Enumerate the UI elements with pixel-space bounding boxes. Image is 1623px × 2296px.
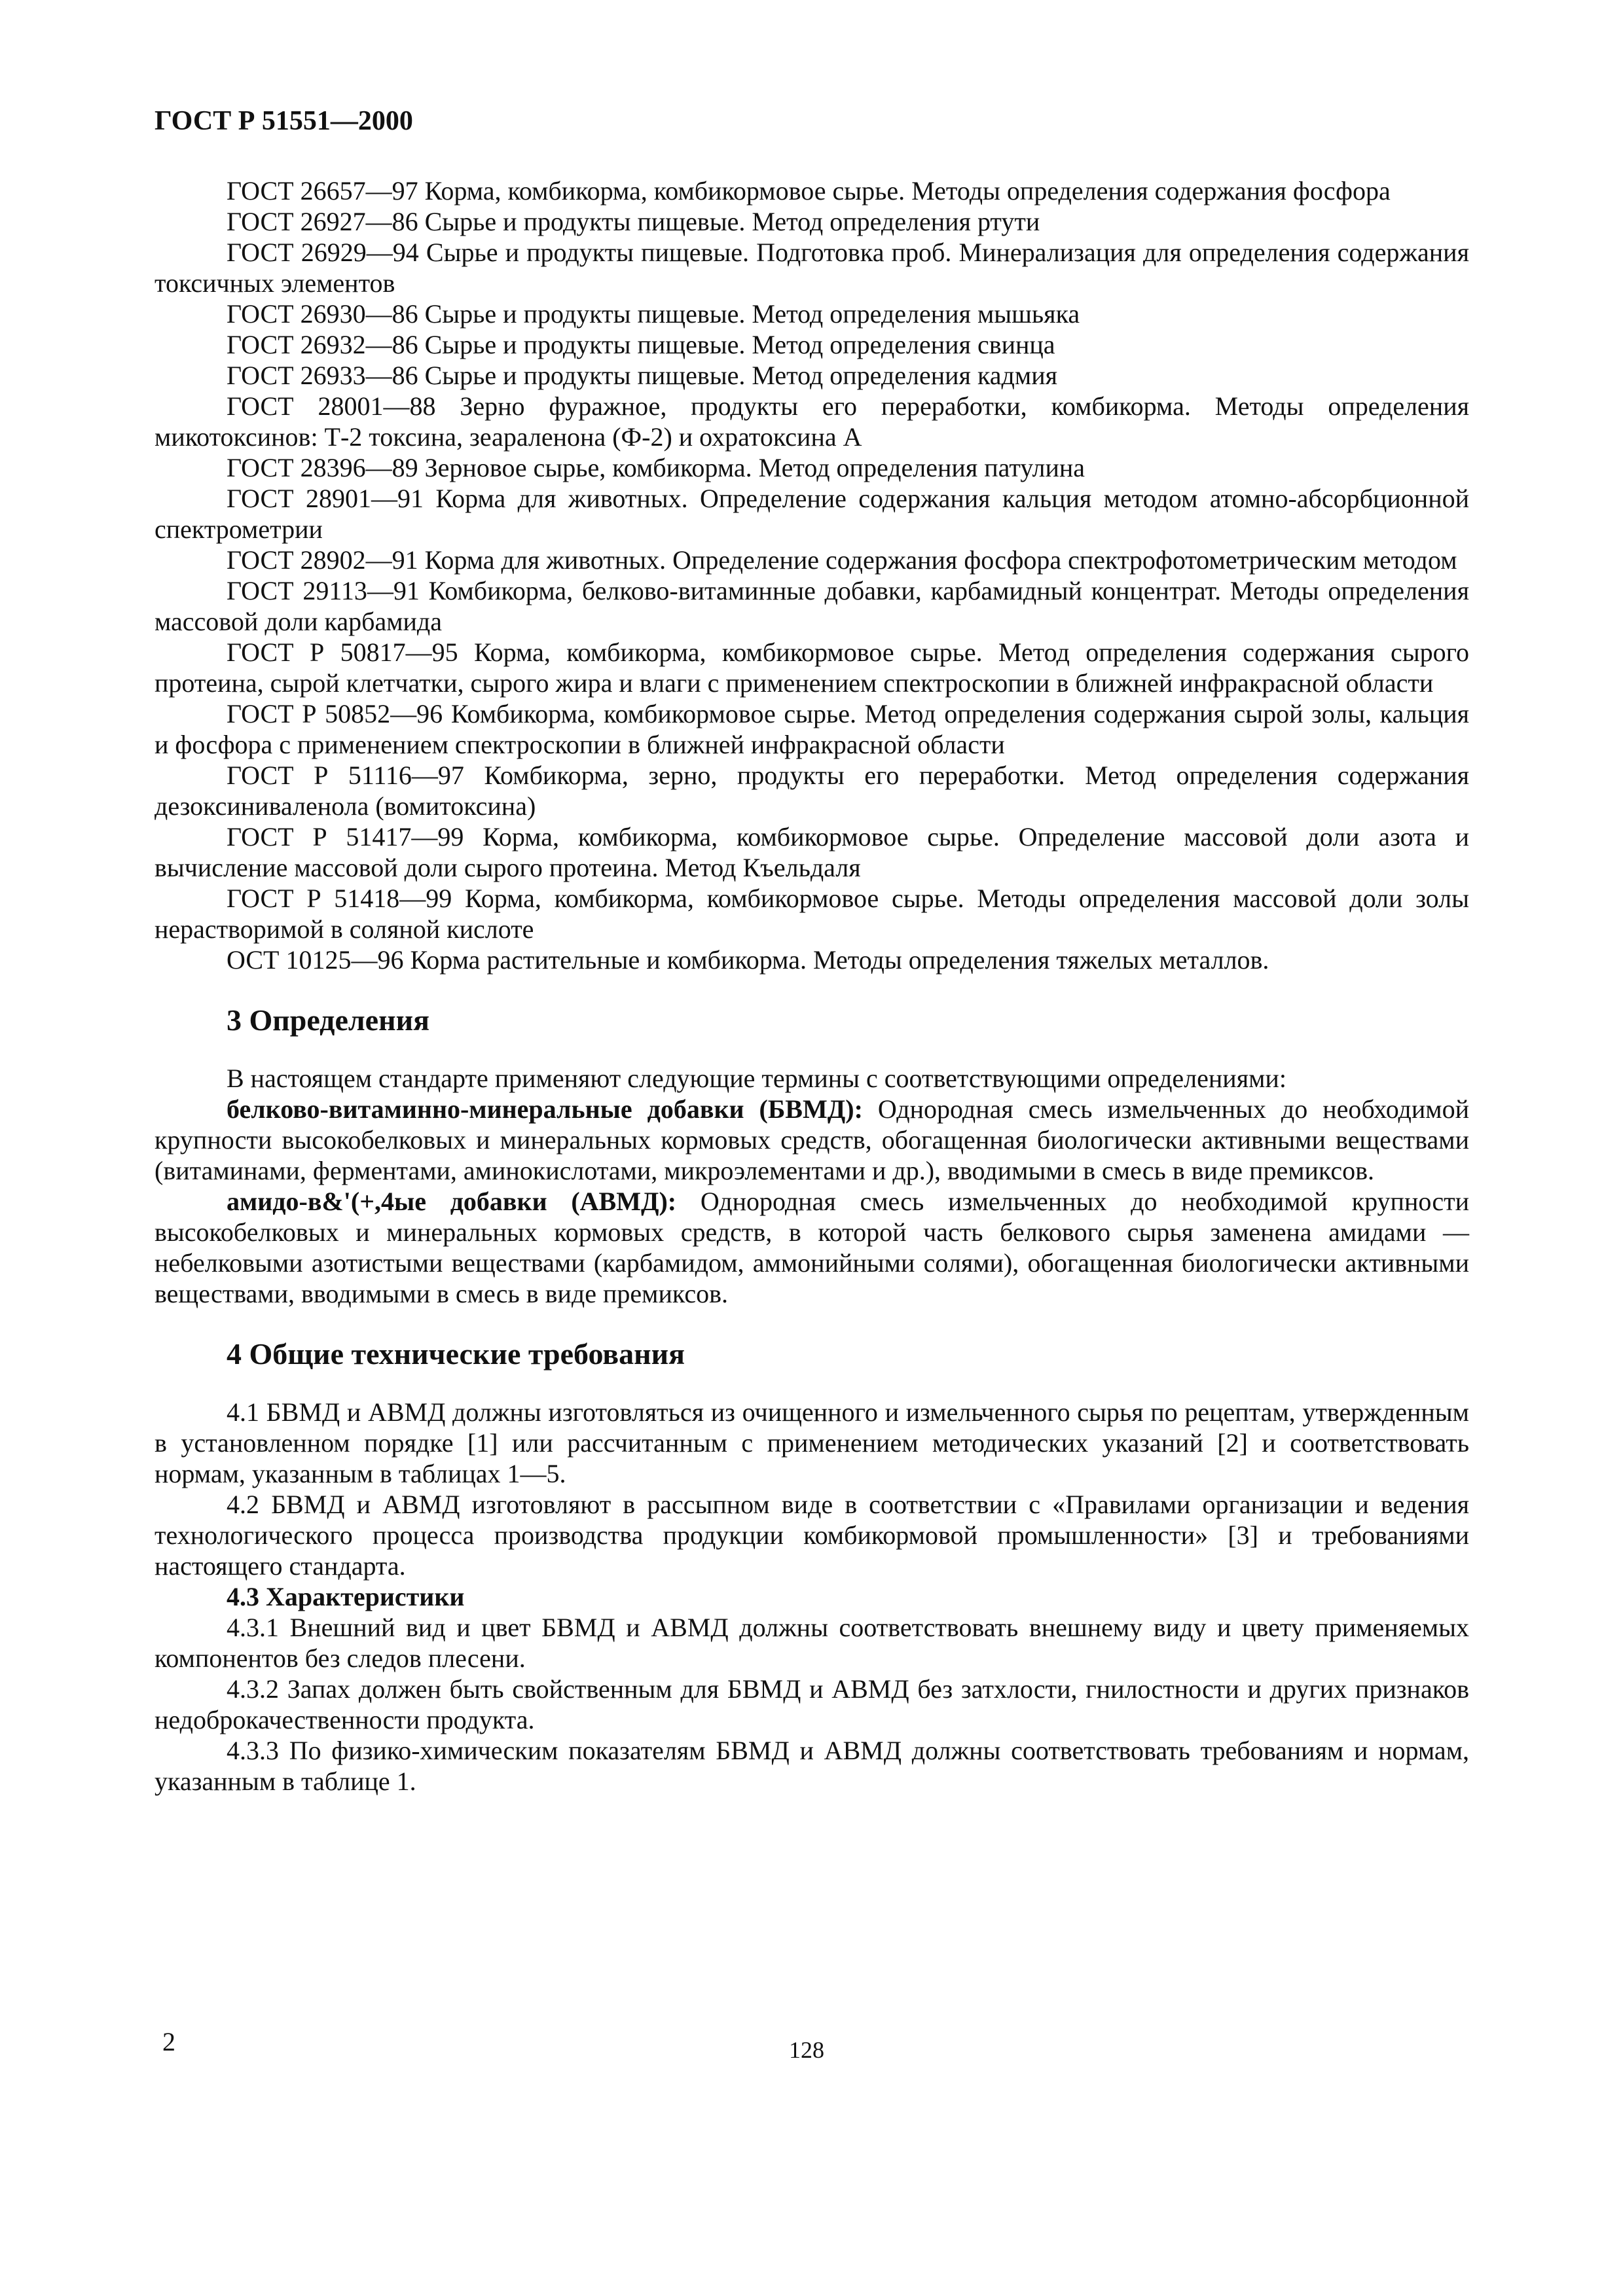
reference-code: ГОСТ 26927—86 xyxy=(227,207,418,236)
reference-code: ГОСТ 28901—91 xyxy=(227,484,424,513)
term-bvmd: белково-витаминно-минеральные добавки (БВМД): xyxy=(227,1094,863,1124)
sheet-number: 128 xyxy=(789,2037,824,2063)
section-3-heading: 3 Определения xyxy=(227,1003,429,1037)
reference-title: Корма, комбикорма, комбикормовое сырье. Метод определения содержания сырого протеина, сырой клетчатки, сырого жира и влаги с применением спектроскопии в ближней инфракрасной области xyxy=(155,637,1469,698)
page-number: 2 xyxy=(162,2027,175,2056)
clause-4-3-heading: 4.3 Характеристики xyxy=(227,1582,465,1611)
reference-title: Корма, комбикорма, комбикормовое сырье. Методы определения массовой доли золы нерастворимой в соляной кислоте xyxy=(155,884,1469,944)
reference-item xyxy=(155,175,1469,206)
reference-code: ГОСТ 26930—86 xyxy=(227,299,418,329)
reference-title: Корма, комбикорма, комбикормовое сырье. Определение массовой доли азота и вычисление массовой доли сырого протеина. Метод Къельдаля xyxy=(155,822,1469,882)
reference-code: ГОСТ 28001—88 xyxy=(227,391,436,421)
reference-item xyxy=(155,760,1469,821)
reference-title: Сырье и продукты пищевые. Метод определения мышьяка xyxy=(424,299,1080,329)
reference-item xyxy=(155,637,1469,698)
reference-title: Корма растительные и комбикорма. Методы определения тяжелых металлов. xyxy=(410,945,1269,975)
reference-title: Комбикорма, зерно, продукты его переработки. Метод определения содержания дезоксиниваленола (вомитоксина) xyxy=(155,761,1469,821)
reference-title: Корма для животных. Определение содержания кальция методом атомно-абсорбционной спектрометрии xyxy=(155,484,1469,544)
reference-title: Сырье и продукты пищевые. Подготовка проб. Минерализация для определения содержания токсичных элементов xyxy=(155,238,1469,298)
reference-item xyxy=(155,698,1469,760)
reference-item xyxy=(155,298,1469,329)
reference-code: ГОСТ 26932—86 xyxy=(227,330,418,359)
reference-title: Корма, комбикорма, комбикормовое сырье. Методы определения содержания фосфора xyxy=(424,176,1391,206)
clause-4-3-1: 4.3.1 Внешний вид и цвет БВМД и АВМД должны соответствовать внешнему виду и цвету применяемых компонентов без следов плесени. xyxy=(155,1613,1469,1673)
reference-title: Сырье и продукты пищевые. Метод определения свинца xyxy=(424,330,1055,359)
reference-item xyxy=(155,360,1469,391)
reference-code: ГОСТ Р 51418—99 xyxy=(227,884,452,913)
definitions-intro: В настоящем стандарте применяют следующие термины с соответствующими определениями: xyxy=(227,1064,1286,1093)
reference-item xyxy=(155,391,1469,452)
reference-item xyxy=(155,206,1469,237)
reference-item xyxy=(155,545,1469,575)
reference-item xyxy=(155,575,1469,637)
reference-item xyxy=(155,821,1469,883)
reference-code: ГОСТ 26929—94 xyxy=(227,238,419,267)
reference-code: ГОСТ Р 50817—95 xyxy=(227,637,458,667)
term-avmd: амидо-в&'(+,4ые добавки (АВМД): xyxy=(227,1187,677,1216)
document-header: ГОСТ Р 51551—2000 xyxy=(155,106,413,136)
clause-4-1: 4.1 БВМД и АВМД должны изготовляться из очищенного и измельченного сырья по рецептам, утвержденным в установленном порядке [1] или рассчитанным с применением методических указаний [2] и соответствовать нормам, указанным в таблицах 1—5. xyxy=(155,1397,1469,1488)
reference-item xyxy=(155,483,1469,545)
definition-bvmd xyxy=(155,1094,1469,1186)
reference-item xyxy=(155,883,1469,944)
reference-title: Комбикорма, белково-витаминные добавки, карбамидный концентрат. Методы определения массовой доли карбамида xyxy=(155,576,1469,636)
reference-item xyxy=(155,329,1469,360)
clause-4-3-3: 4.3.3 По физико-химическим показателям БВМД и АВМД должны соответствовать требованиям и нормам, указанным в таблице 1. xyxy=(155,1736,1469,1796)
reference-code: ГОСТ Р 51116—97 xyxy=(227,761,464,790)
reference-code: ГОСТ Р 50852—96 xyxy=(227,699,443,728)
reference-code: ГОСТ 26933—86 xyxy=(227,361,418,390)
reference-title: Сырье и продукты пищевые. Метод определения ртути xyxy=(424,207,1040,236)
section-4-heading: 4 Общие технические требования xyxy=(227,1337,685,1371)
clause-4-2: 4.2 БВМД и АВМД изготовляют в рассыпном виде в соответствии с «Правилами организации и ведения технологического процесса производства продукции комбикормовой промышленности» [3] и требованиями настоящего стандарта. xyxy=(155,1490,1469,1581)
reference-code: ГОСТ 29113—91 xyxy=(227,576,420,605)
document-body xyxy=(155,175,1469,1797)
reference-code: ГОСТ 26657—97 xyxy=(227,176,418,206)
reference-item xyxy=(155,944,1469,975)
reference-title: Зерно фуражное, продукты его переработки, комбикорма. Методы определения микотоксинов: Т-2 токсина, зеараленона (Ф-2) и охратоксина А xyxy=(155,391,1469,452)
reference-code: ГОСТ 28396—89 xyxy=(227,453,418,482)
definition-avmd xyxy=(155,1186,1469,1309)
definition-avmd-text: Однородная смесь измельченных до необходимой крупности высокобелковых и минеральных кормовых средств, в которой часть белкового сырья заменена амидами — небелковыми азотистыми веществами (карбамидом, аммонийными солями), обогащенная биологически активными веществами, вводимыми в смесь в виде премиксов. xyxy=(155,1187,1470,1308)
reference-code: ГОСТ 28902—91 xyxy=(227,545,418,575)
reference-title: Корма для животных. Определение содержания фосфора спектрофотометрическим методом xyxy=(424,545,1457,575)
reference-item xyxy=(155,237,1469,298)
reference-code: ГОСТ Р 51417—99 xyxy=(227,822,464,852)
reference-title: Комбикорма, комбикормовое сырье. Метод определения содержания сырой золы, кальция и фосфора с применением спектроскопии в ближней инфракрасной области xyxy=(155,699,1470,759)
reference-code: ОСТ 10125—96 xyxy=(227,945,404,975)
reference-title: Сырье и продукты пищевые. Метод определения кадмия xyxy=(424,361,1057,390)
reference-title: Зерновое сырье, комбикорма. Метод определения патулина xyxy=(424,453,1085,482)
reference-item xyxy=(155,452,1469,483)
definition-bvmd-text: Однородная смесь измельченных до необходимой крупности высокобелковых и минеральных кормовых средств, обогащенная биологически активными веществами (витаминами, ферментами, аминокислотами, микроэлементами и др.), вводимыми в смесь в виде премиксов. xyxy=(155,1094,1470,1185)
normative-references-list xyxy=(155,175,1469,975)
clause-4-3-2: 4.3.2 Запах должен быть свойственным для БВМД и АВМД без затхлости, гнилостности и других признаков недоброкачественности продукта. xyxy=(155,1674,1469,1734)
